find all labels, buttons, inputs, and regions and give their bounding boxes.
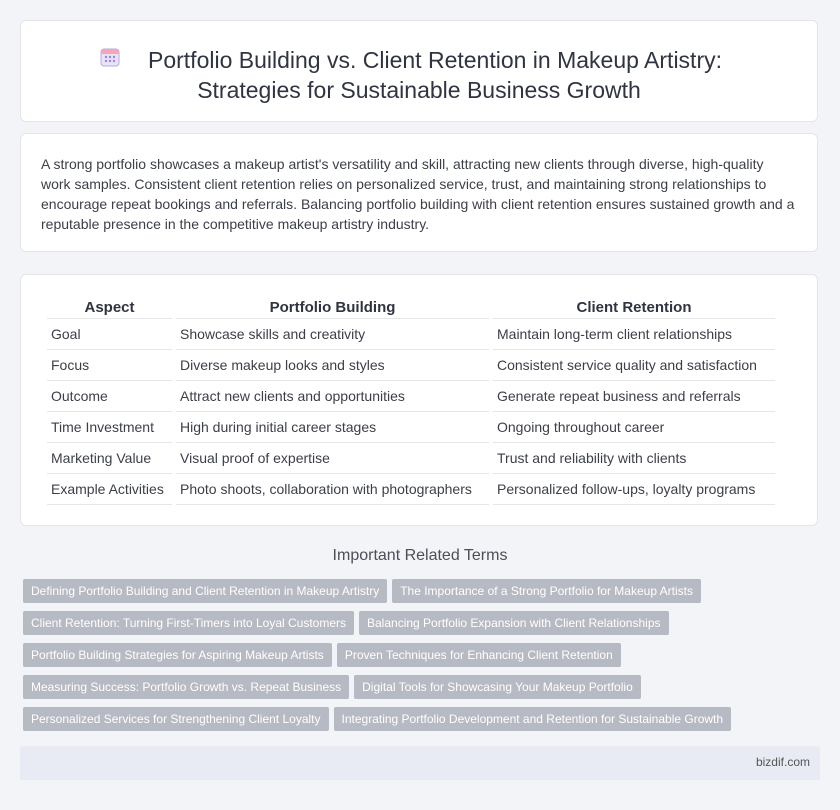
table-cell: Diverse makeup looks and styles xyxy=(176,350,489,381)
table-cell: Outcome xyxy=(47,381,172,412)
related-term-link[interactable]: The Importance of a Strong Portfolio for Makeup Artists xyxy=(392,579,701,603)
related-terms-heading: Important Related Terms xyxy=(332,547,508,564)
comparison-card xyxy=(20,274,818,526)
table-cell: Personalized follow-ups, loyalty programs xyxy=(493,474,775,505)
table-cell: Generate repeat business and referrals xyxy=(493,381,775,412)
intro-card xyxy=(20,133,818,252)
table-cell: Showcase skills and creativity xyxy=(176,319,489,350)
table-cell: Time Investment xyxy=(47,412,172,443)
related-term-link[interactable]: Proven Techniques for Enhancing Client Retention xyxy=(337,643,621,667)
table-row xyxy=(47,350,775,381)
title-card xyxy=(20,20,818,122)
table-cell: Trust and reliability with clients xyxy=(493,443,775,474)
comparison-table xyxy=(43,296,779,505)
table-row xyxy=(47,443,775,474)
related-terms-list xyxy=(23,579,813,739)
table-row xyxy=(47,412,775,443)
table-cell: Marketing Value xyxy=(47,443,172,474)
page-title xyxy=(21,45,817,105)
column-header-portfolio: Portfolio Building xyxy=(176,296,489,319)
column-header-retention: Client Retention xyxy=(493,296,775,319)
related-term-link[interactable]: Measuring Success: Portfolio Growth vs. Repeat Business xyxy=(23,675,349,699)
related-term-link[interactable]: Defining Portfolio Building and Client Retention in Makeup Artistry xyxy=(23,579,387,603)
footer xyxy=(20,746,820,780)
related-term-link[interactable]: Integrating Portfolio Development and Retention for Sustainable Growth xyxy=(334,707,732,731)
page-title-line1: Portfolio Building vs. Client Retention in Makeup Artistry: xyxy=(148,47,722,73)
page-title-line2: Strategies for Sustainable Business Growth xyxy=(197,77,641,103)
table-header-row xyxy=(47,296,775,319)
related-term-link[interactable]: Personalized Services for Strengthening Client Loyalty xyxy=(23,707,329,731)
table-cell: Maintain long-term client relationships xyxy=(493,319,775,350)
table-cell: Attract new clients and opportunities xyxy=(176,381,489,412)
table-cell: Consistent service quality and satisfaction xyxy=(493,350,775,381)
table-cell: High during initial career stages xyxy=(176,412,489,443)
table-cell: Visual proof of expertise xyxy=(176,443,489,474)
table-cell: Goal xyxy=(47,319,172,350)
table-cell: Example Activities xyxy=(47,474,172,505)
table-row xyxy=(47,381,775,412)
table-cell: Ongoing throughout career xyxy=(493,412,775,443)
column-header-aspect: Aspect xyxy=(47,296,172,319)
related-term-link[interactable]: Client Retention: Turning First-Timers into Loyal Customers xyxy=(23,611,354,635)
table-cell: Focus xyxy=(47,350,172,381)
table-cell: Photo shoots, collaboration with photographers xyxy=(176,474,489,505)
table-row xyxy=(47,474,775,505)
related-term-link[interactable]: Digital Tools for Showcasing Your Makeup Portfolio xyxy=(354,675,641,699)
intro-paragraph: A strong portfolio showcases a makeup artist's versatility and skill, attracting new clients through diverse, high-quality work samples. Consistent client retention relies on personalized service, trust, and maintaining strong relationships to encourage repeat bookings and referrals. Balancing portfolio building with client retention ensures sustained growth and a reputable presence in the competitive makeup artistry industry. xyxy=(41,156,795,232)
table-row xyxy=(47,319,775,350)
related-term-link[interactable]: Balancing Portfolio Expansion with Client Relationships xyxy=(359,611,669,635)
footer-site-link[interactable]: bizdif.com xyxy=(755,755,810,769)
related-term-link[interactable]: Portfolio Building Strategies for Aspiring Makeup Artists xyxy=(23,643,332,667)
